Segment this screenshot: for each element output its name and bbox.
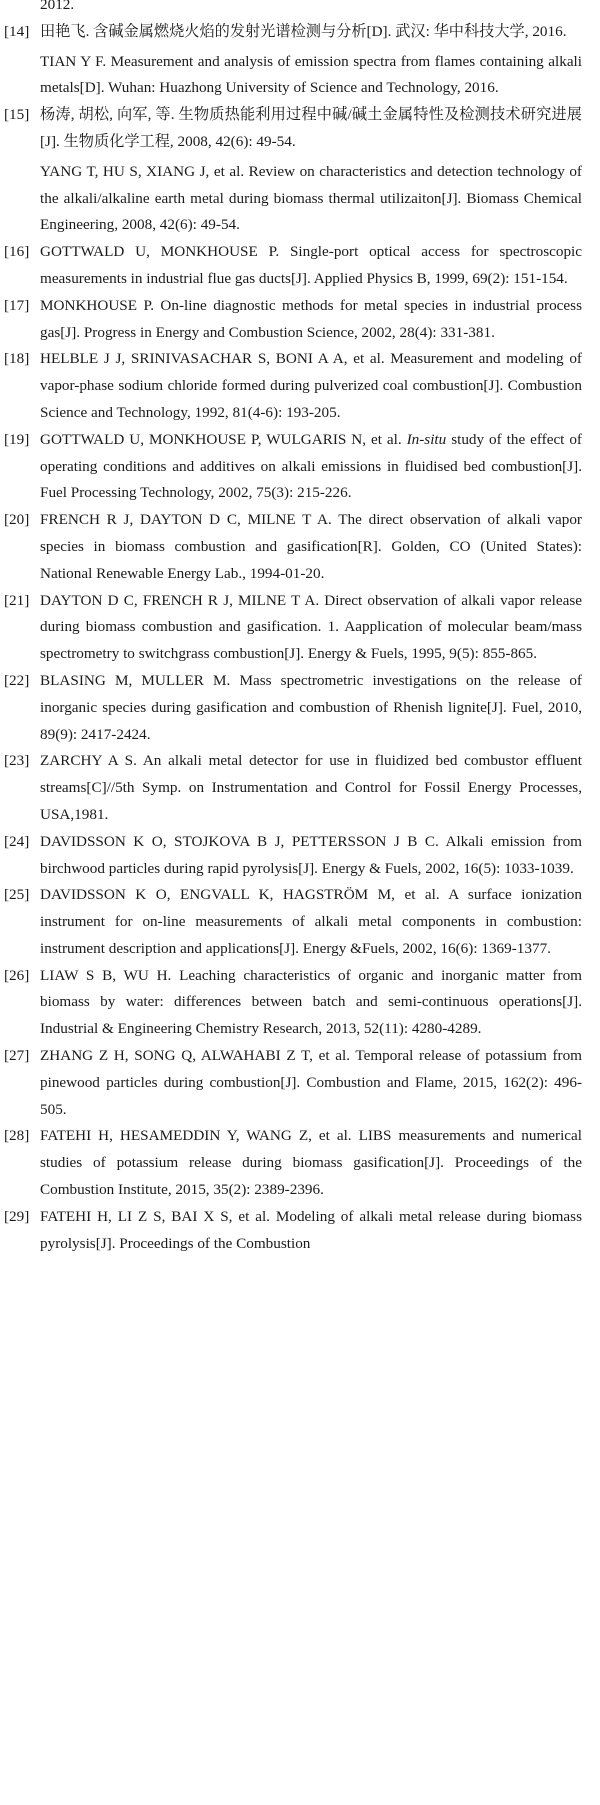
reference-item-14 xyxy=(4,19,582,102)
reference-number: [18] xyxy=(4,350,30,368)
reference-item-17 xyxy=(4,293,582,347)
reference-item-24 xyxy=(4,829,582,883)
reference-text: FATEHI H, HESAMEDDIN Y, WANG Z, et al. LIBS measurements and numerical studies of potassium release during biomass gasification[J]. Proceedings of the Combustion Institute, 2015, 35(2): 2389-2396. xyxy=(40,1127,582,1199)
reference-item-16 xyxy=(4,239,582,293)
reference-item-25 xyxy=(4,882,582,962)
reference-text-chinese: 杨涛, 胡松, 向军, 等. 生物质热能利用过程中碱/碱土金属特性及检测技术研究进展[J]. 生物质化学工程, 2008, 42(6): 49-54. xyxy=(40,106,582,150)
reference-continuation-fragment: 2012. xyxy=(40,0,75,13)
reference-number: [24] xyxy=(4,832,30,850)
reference-number: [20] xyxy=(4,511,30,529)
reference-item-27 xyxy=(4,1043,582,1123)
reference-italic-term: In-situ xyxy=(406,430,447,448)
reference-text-english: YANG T, HU S, XIANG J, et al. Review on characteristics and detection technology of the alkali/alkaline earth metal during biomass thermal utilizaiton[J]. Biomass Chemical Engineering, 2008, 42(6): 49-54. xyxy=(40,162,582,234)
reference-number: [15] xyxy=(4,106,30,124)
reference-number: [19] xyxy=(4,430,30,448)
reference-text-chinese: 田艳飞. 含碱金属燃烧火焰的发射光谱检测与分析[D]. 武汉: 华中科技大学, 2016. xyxy=(40,22,567,40)
reference-item-23 xyxy=(4,748,582,828)
reference-number: [17] xyxy=(4,296,30,314)
reference-text: FATEHI H, LI Z S, BAI X S, et al. Modeling of alkali metal release during biomass pyrolysis[J]. Proceedings of the Combustion xyxy=(40,1207,582,1252)
reference-number: [22] xyxy=(4,671,30,689)
reference-number: [26] xyxy=(4,966,30,984)
reference-item-26 xyxy=(4,963,582,1043)
reference-text: MONKHOUSE P. On-line diagnostic methods for metal species in industrial process gas[J]. Progress in Energy and Combustion Science, 2002, 28(4): 331-381. xyxy=(40,296,582,341)
reference-text: LIAW S B, WU H. Leaching characteristics of organic and inorganic matter from biomass by water: differences between batch and semi-continuous operations[J]. Industrial & Engineering Chemistry Research, 2013, 52(11): 4280-4289. xyxy=(40,966,582,1038)
reference-text: HELBLE J J, SRINIVASACHAR S, BONI A A, et al. Measurement and modeling of vapor-phase sodium chloride formed during pulverized coal combustion[J]. Combustion Science and Technology, 1992, 81(4-6): 193-205. xyxy=(40,350,582,421)
reference-number: [25] xyxy=(4,886,30,904)
reference-text-english: TIAN Y F. Measurement and analysis of emission spectra from flames containing alkali metals[D]. Wuhan: Huazhong University of Science and Technology, 2016. xyxy=(40,52,582,97)
reference-number: [14] xyxy=(4,22,30,40)
reference-text: BLASING M, MULLER M. Mass spectrometric investigations on the release of inorganic species during gasification and combustion of Rhenish lignite[J]. Fuel, 2010, 89(9): 2417-2424. xyxy=(40,671,582,743)
reference-item-28 xyxy=(4,1123,582,1203)
reference-text: FRENCH R J, DAYTON D C, MILNE T A. The direct observation of alkali vapor species in biomass combustion and gasification[R]. Golden, CO (United States): National Renewable Energy Lab., 1994-01-20. xyxy=(40,511,582,582)
reference-number: [23] xyxy=(4,752,30,770)
reference-item-18 xyxy=(4,346,582,426)
reference-item-15 xyxy=(4,102,582,239)
reference-text: GOTTWALD U, MONKHOUSE P. Single-port optical access for spectroscopic measurements in industrial flue gas ducts[J]. Applied Physics B, 1999, 69(2): 151-154. xyxy=(40,243,582,287)
reference-text: DAVIDSSON K O, ENGVALL K, HAGSTRÖM M, et al. A surface ionization instrument for on-line measurements of alkali metal components in combustion: instrument description and applications[J]. Energy &Fuels, 2002, 16(6): 1369-1377. xyxy=(40,886,582,957)
reference-number: [29] xyxy=(4,1207,30,1225)
reference-item-21 xyxy=(4,588,582,668)
reference-number: [16] xyxy=(4,243,30,261)
reference-item-22 xyxy=(4,668,582,748)
reference-item-20 xyxy=(4,507,582,587)
reference-number: [28] xyxy=(4,1127,30,1145)
reference-item-29 xyxy=(4,1204,582,1258)
reference-number: [27] xyxy=(4,1047,30,1065)
reference-text xyxy=(40,427,582,507)
reference-number: [21] xyxy=(4,591,30,609)
reference-authors: GOTTWALD U, MONKHOUSE P, WULGARIS N, et al. xyxy=(40,430,407,448)
reference-text: DAVIDSSON K O, STOJKOVA B J, PETTERSSON J B C. Alkali emission from birchwood particles during rapid pyrolysis[J]. Energy & Fuels, 2002, 16(5): 1033-1039. xyxy=(40,832,582,877)
reference-title-rest: study of the effect of operating conditions and additives on alkali emissions in fluidised bed combustion[J]. Fuel Processing Technology, 2002, 75(3): 215-226. xyxy=(40,430,582,502)
reference-text: ZARCHY A S. An alkali metal detector for use in fluidized bed combustor effluent streams[C]//5th Symp. on Instrumentation and Control for Fossil Energy Processes, USA,1981. xyxy=(40,752,582,823)
reference-text: DAYTON D C, FRENCH R J, MILNE T A. Direct observation of alkali vapor release during biomass combustion and gasification. 1. Aapplication of molecular beam/mass spectrometry to switchgrass combustion[J]. Energy & Fuels, 1995, 9(5): 855-865. xyxy=(40,591,582,663)
reference-item-19 xyxy=(4,427,582,507)
reference-text: ZHANG Z H, SONG Q, ALWAHABI Z T, et al. Temporal release of potassium from pinewood particles during combustion[J]. Combustion and Flame, 2015, 162(2): 496-505. xyxy=(40,1047,582,1118)
